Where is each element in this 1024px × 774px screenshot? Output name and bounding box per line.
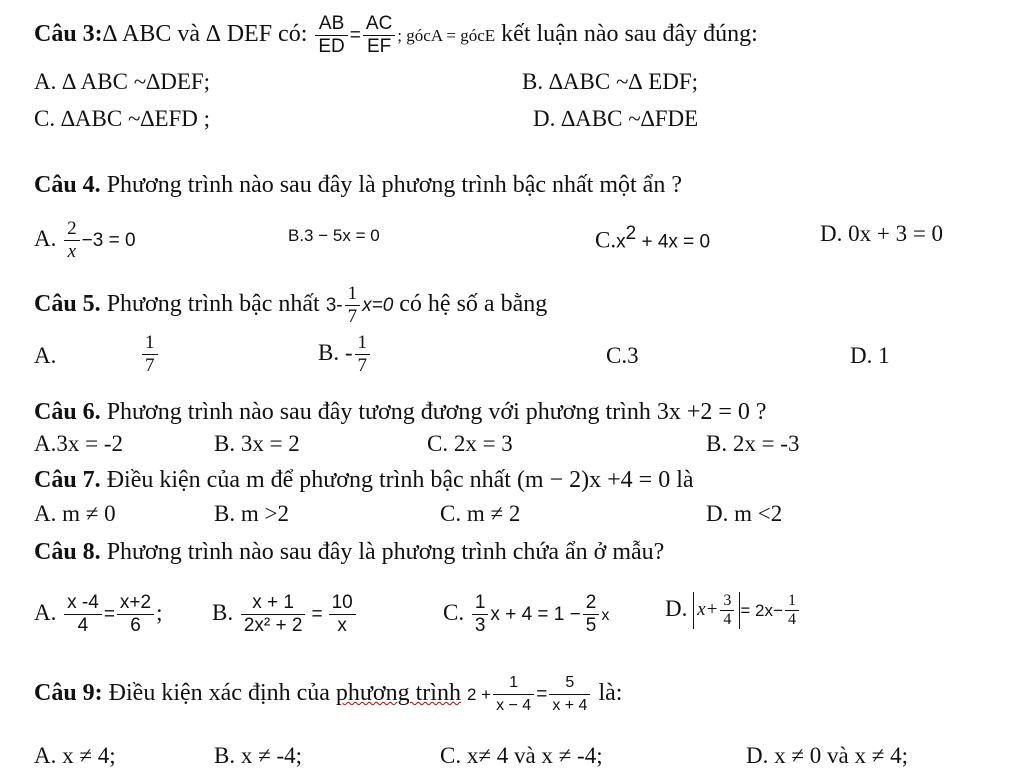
q7-stem: Câu 7. Điều kiện của m để phương trình bậc nhất (m − 2)x +4 = 0 là xyxy=(34,467,694,493)
absolute-value: x+ $\frac{3}{4}$ xyxy=(693,592,740,629)
q4-option-c: $C.x^2 + 4x = 0$ xyxy=(595,223,711,253)
q3-text: ∆ ABC và ∆ DEF có: xyxy=(102,21,314,48)
q3-option-a: A. ∆ ABC ~∆DEF; xyxy=(34,69,211,94)
q9-stem: Câu 9: Điều kiện xác định của phương trình 2 + $\frac{1}{x - 4}$ = $\frac{5}{x + 4}$ là: xyxy=(34,674,623,714)
q9-option-a: A. x ≠ 4; xyxy=(34,743,116,768)
q5-option-a-value: $\frac{1}{7}$ xyxy=(140,332,160,377)
q5-head: Câu 5. xyxy=(34,291,101,318)
q6-option-b: B. 3x = 2 xyxy=(214,431,300,456)
q6-option-a: A.3x = -2 xyxy=(34,431,123,456)
q7-option-d: D. m <2 xyxy=(706,501,783,526)
q3-option-c: C. ∆ABC ~∆EFD ; xyxy=(34,106,211,131)
q9-option-b: B. x ≠ -4; xyxy=(214,743,303,768)
q6-head: Câu 6. xyxy=(34,399,101,425)
q5-option-a: A. xyxy=(34,343,57,368)
q8-option-d: D. x+ $\frac{3}{4}$ = 2x− $\frac{1}{4}$ xyxy=(665,592,801,629)
q8-head: Câu 8. xyxy=(34,539,101,565)
q3-angle-condition: ; gócA = gócE xyxy=(397,26,496,46)
q9-option-c: C. x≠ 4 và x ≠ -4; xyxy=(440,743,603,768)
q9-head: Câu 9: xyxy=(34,680,103,707)
q7-option-a: A. m ≠ 0 xyxy=(34,501,116,526)
q3-fraction-ab-ed: $\frac{AB}{ED}$ xyxy=(315,13,347,58)
q4-option-a: A. $\frac{2}{x}$ −3 = 0 xyxy=(34,218,136,262)
q9-option-d: D. x ≠ 0 và x ≠ 4; xyxy=(746,743,908,768)
q3-option-d: D. ∆ABC ~∆FDE xyxy=(533,106,699,131)
q8-option-c: C. $\frac{1}{3}$ x + 4 = 1 − $\frac{2}{5}$ x xyxy=(443,592,610,636)
q3-head: Câu 3: xyxy=(34,21,103,48)
q6-stem: Câu 6. Phương trình nào sau đây tương đương với phương trình 3x +2 = 0 ? xyxy=(34,399,767,425)
q3-fraction-ac-ef: $\frac{AC}{EF}$ xyxy=(363,13,395,58)
q3-option-b: B. ∆ABC ~∆ EDF; xyxy=(522,69,699,94)
q7-option-c: C. m ≠ 2 xyxy=(440,501,521,526)
q8-stem: Câu 8. Phương trình nào sau đây là phương trình chứa ẩn ở mẫu? xyxy=(34,539,665,565)
q4-head: Câu 4. xyxy=(34,172,101,198)
spellcheck-underlined-word: phương trình xyxy=(335,680,461,707)
q4-option-d: D. 0x + 3 = 0 xyxy=(820,221,944,246)
q8-option-b: B. $\frac{x + 1}{\text{2x² + 2}}$ = $\frac{10}{x}$ xyxy=(212,592,358,637)
q7-head: Câu 7. xyxy=(34,467,101,493)
q4-stem: Câu 4. Phương trình nào sau đây là phương trình bậc nhất một ẩn ? xyxy=(34,172,682,198)
q5-stem: Câu 5. Phương trình bậc nhất 3- $\frac{1}{7}$ x=0 có hệ số a bằng xyxy=(34,283,548,327)
q5-option-d: D. 1 xyxy=(850,343,890,368)
q3-stem: Câu 3:∆ ABC và ∆ DEF có: $\frac{AB}{ED}$ = $\frac{AC}{EF}$ ; gócA = gócE kết luận nào sau đây đúng: xyxy=(34,13,758,57)
q8-option-a: A. $\frac{x -4}{4}$ = $\frac{x+2}{6}$ ; xyxy=(34,592,163,636)
q5-option-b: B. - $\frac{1}{7}$ xyxy=(318,332,372,377)
q4-option-b: B.3 − 5x = 0 xyxy=(288,226,380,245)
q5-option-c: C.3 xyxy=(606,343,639,368)
q6-option-d: B. 2x = -3 xyxy=(706,431,800,456)
q6-option-c: C. 2x = 3 xyxy=(427,431,513,456)
q7-option-b: B. m >2 xyxy=(214,501,289,526)
